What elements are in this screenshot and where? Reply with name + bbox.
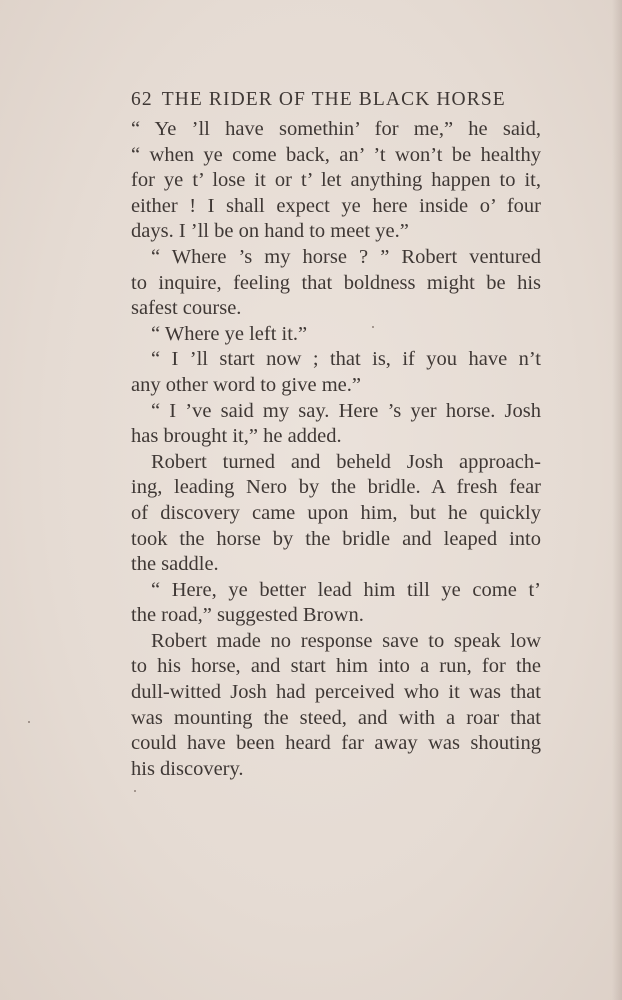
text-line: to his horse, and start him into a run, for the	[131, 655, 541, 678]
paper-speck	[372, 326, 374, 328]
body-text	[131, 117, 541, 782]
text-line: days. I ’ll be on hand to meet ye.”	[131, 220, 409, 243]
text-line: the road,” suggested Brown.	[131, 604, 364, 627]
text-line: Robert made no response save to speak low	[151, 629, 541, 652]
text-line: took the horse by the bridle and leaped into	[131, 527, 541, 550]
text-line: of discovery came upon him, but he quickly	[131, 501, 541, 524]
text-line: “ Ye ’ll have somethin’ for me,” he said,	[131, 118, 541, 140]
text-line: Robert turned and beheld Josh approach-	[151, 450, 541, 473]
text-line: the saddle.	[131, 553, 219, 576]
paper-speck	[134, 790, 136, 792]
text-line: “ I ’ve said my say. Here ’s yer horse. Josh	[151, 399, 541, 422]
text-line: safest course.	[131, 297, 242, 320]
text-line: dull-witted Josh had perceived who it was that	[131, 681, 541, 704]
text-line: “ Here, ye better lead him till ye come t’	[151, 578, 541, 601]
text-line: his discovery.	[131, 757, 244, 780]
text-line: “ Where ’s my horse ? ” Robert ventured	[151, 245, 541, 268]
text-line: “ when ye come back, an’ ’t won’t be healthy	[131, 143, 541, 166]
text-line: to inquire, feeling that boldness might be his	[131, 271, 541, 294]
text-line: ing, leading Nero by the bridle. A fresh fear	[131, 476, 541, 499]
paper-speck	[28, 721, 30, 723]
text-line: any other word to give me.”	[131, 373, 361, 396]
text-line: could have been heard far away was shouting	[131, 732, 541, 755]
text-line: “ Where ye left it.”	[151, 322, 308, 345]
text-line: either ! I shall expect ye here inside o’ four	[131, 194, 541, 217]
page-edge-shadow	[612, 0, 622, 1000]
page-number: 62	[131, 89, 153, 110]
text-line: was mounting the steed, and with a roar that	[131, 706, 541, 729]
text-line: has brought it,” he added.	[131, 425, 342, 448]
text-line: “ I ’ll start now ; that is, if you have n’t	[151, 348, 541, 371]
running-header	[131, 88, 523, 112]
text-line: for ye t’ lose it or t’ let anything happen to it,	[131, 169, 541, 192]
running-title: THE RIDER OF THE BLACK HORSE	[161, 89, 506, 110]
